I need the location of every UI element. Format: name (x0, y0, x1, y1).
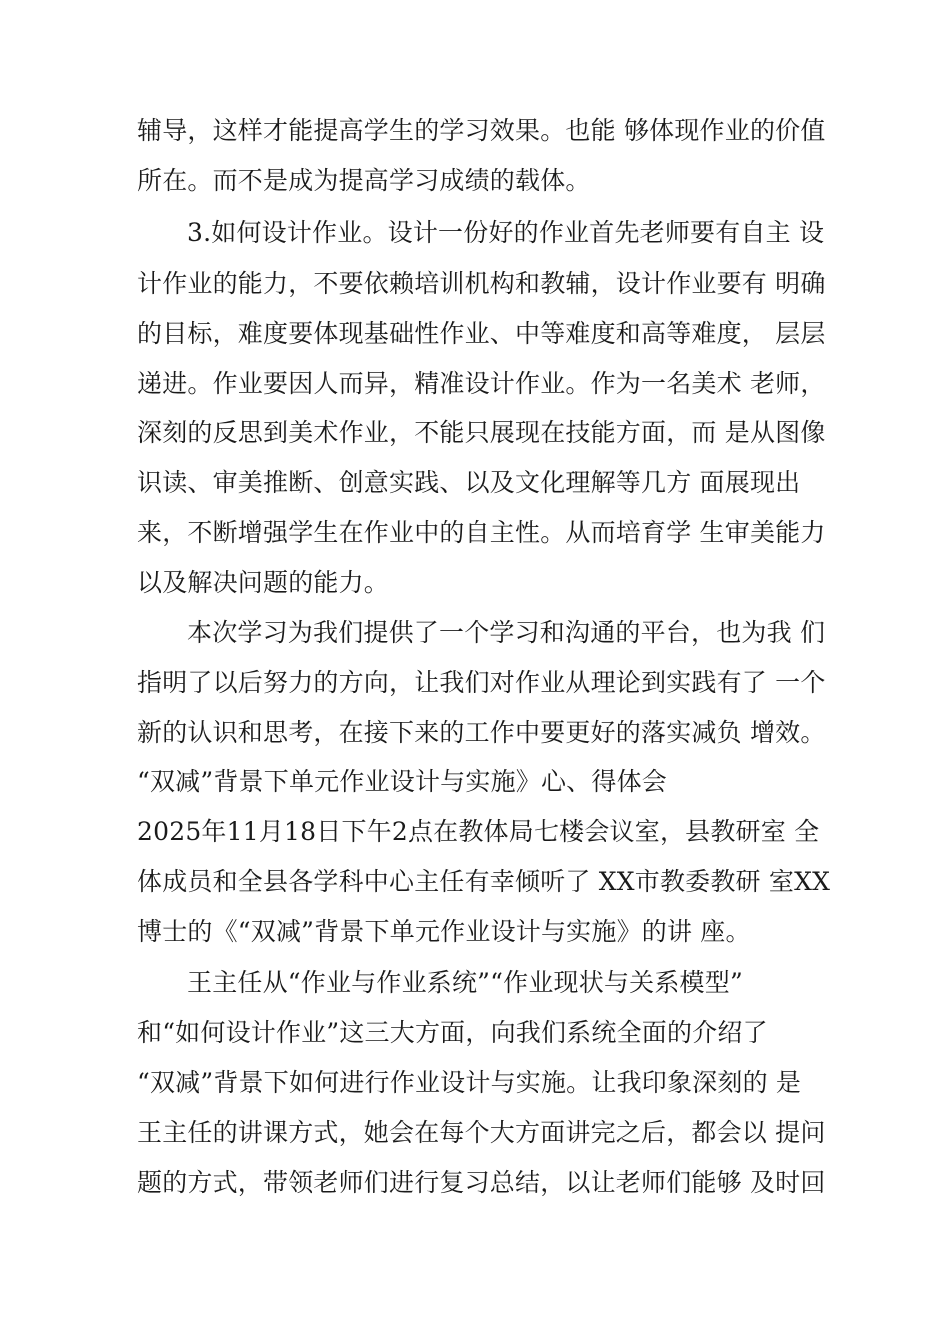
text-line: 新的认识和思考，在接下来的工作中要更好的落实减负 增效。 (137, 718, 826, 747)
text-line: 来，不断增强学生在作业中的自主性。从而培育学 生审美能力 (137, 518, 826, 547)
text-line: 题的方式，带领老师们进行复习总结，以让老师们能够 及时回 (137, 1168, 826, 1197)
text-line: 本次学习为我们提供了一个学习和沟通的平台，也为我 们 (187, 618, 826, 647)
text-line: 2025年11月18日下午2点在教体局七楼会议室，县教研室 全 (137, 817, 820, 846)
text-line: 辅导，这样才能提高学生的学习效果。也能 够体现作业的价值 (137, 116, 826, 145)
text-line: “双减”背景下如何进行作业设计与实施。让我印象深刻的 是 (137, 1068, 802, 1097)
section-heading: “双减”背景下单元作业设计与实施》心、得体会 (137, 767, 667, 796)
text-line: 所在。而不是成为提高学习成绩的载体。 (137, 166, 591, 195)
text-line: 递进。作业要因人而异，精准设计作业。作为一名美术 老师， (137, 369, 826, 398)
text-line: 博士的《“双减”背景下单元作业设计与实施》的讲 座。 (137, 917, 751, 946)
text-line: 体成员和全县各学科中心主任有幸倾听了 XX市教委教研 室XX (137, 867, 831, 896)
text-line: 以及解决问题的能力。 (137, 568, 390, 597)
text-line: 识读、审美推断、创意实践、以及文化理解等几方 面展现出 (137, 468, 801, 497)
text-line: 王主任从“作业与作业系统”“作业现状与关系模型” (187, 968, 743, 997)
text-line: 王主任的讲课方式，她会在每个大方面讲完之后，都会以 提问 (137, 1118, 826, 1147)
text-line: 的目标，难度要体现基础性作业、中等难度和高等难度， 层层 (137, 319, 826, 348)
text-line: 3.如何设计作业。设计一份好的作业首先老师要有自主 设 (187, 218, 825, 247)
text-line: 指明了以后努力的方向，让我们对作业从理论到实践有了 一个 (137, 668, 826, 697)
text-line: 和“如何设计作业”这三大方面，向我们系统全面的介绍了 (137, 1018, 768, 1047)
text-line: 深刻的反思到美术作业，不能只展现在技能方面，而 是从图像 (137, 418, 826, 447)
text-line: 计作业的能力，不要依赖培训机构和教辅，设计作业要有 明确 (137, 269, 826, 298)
